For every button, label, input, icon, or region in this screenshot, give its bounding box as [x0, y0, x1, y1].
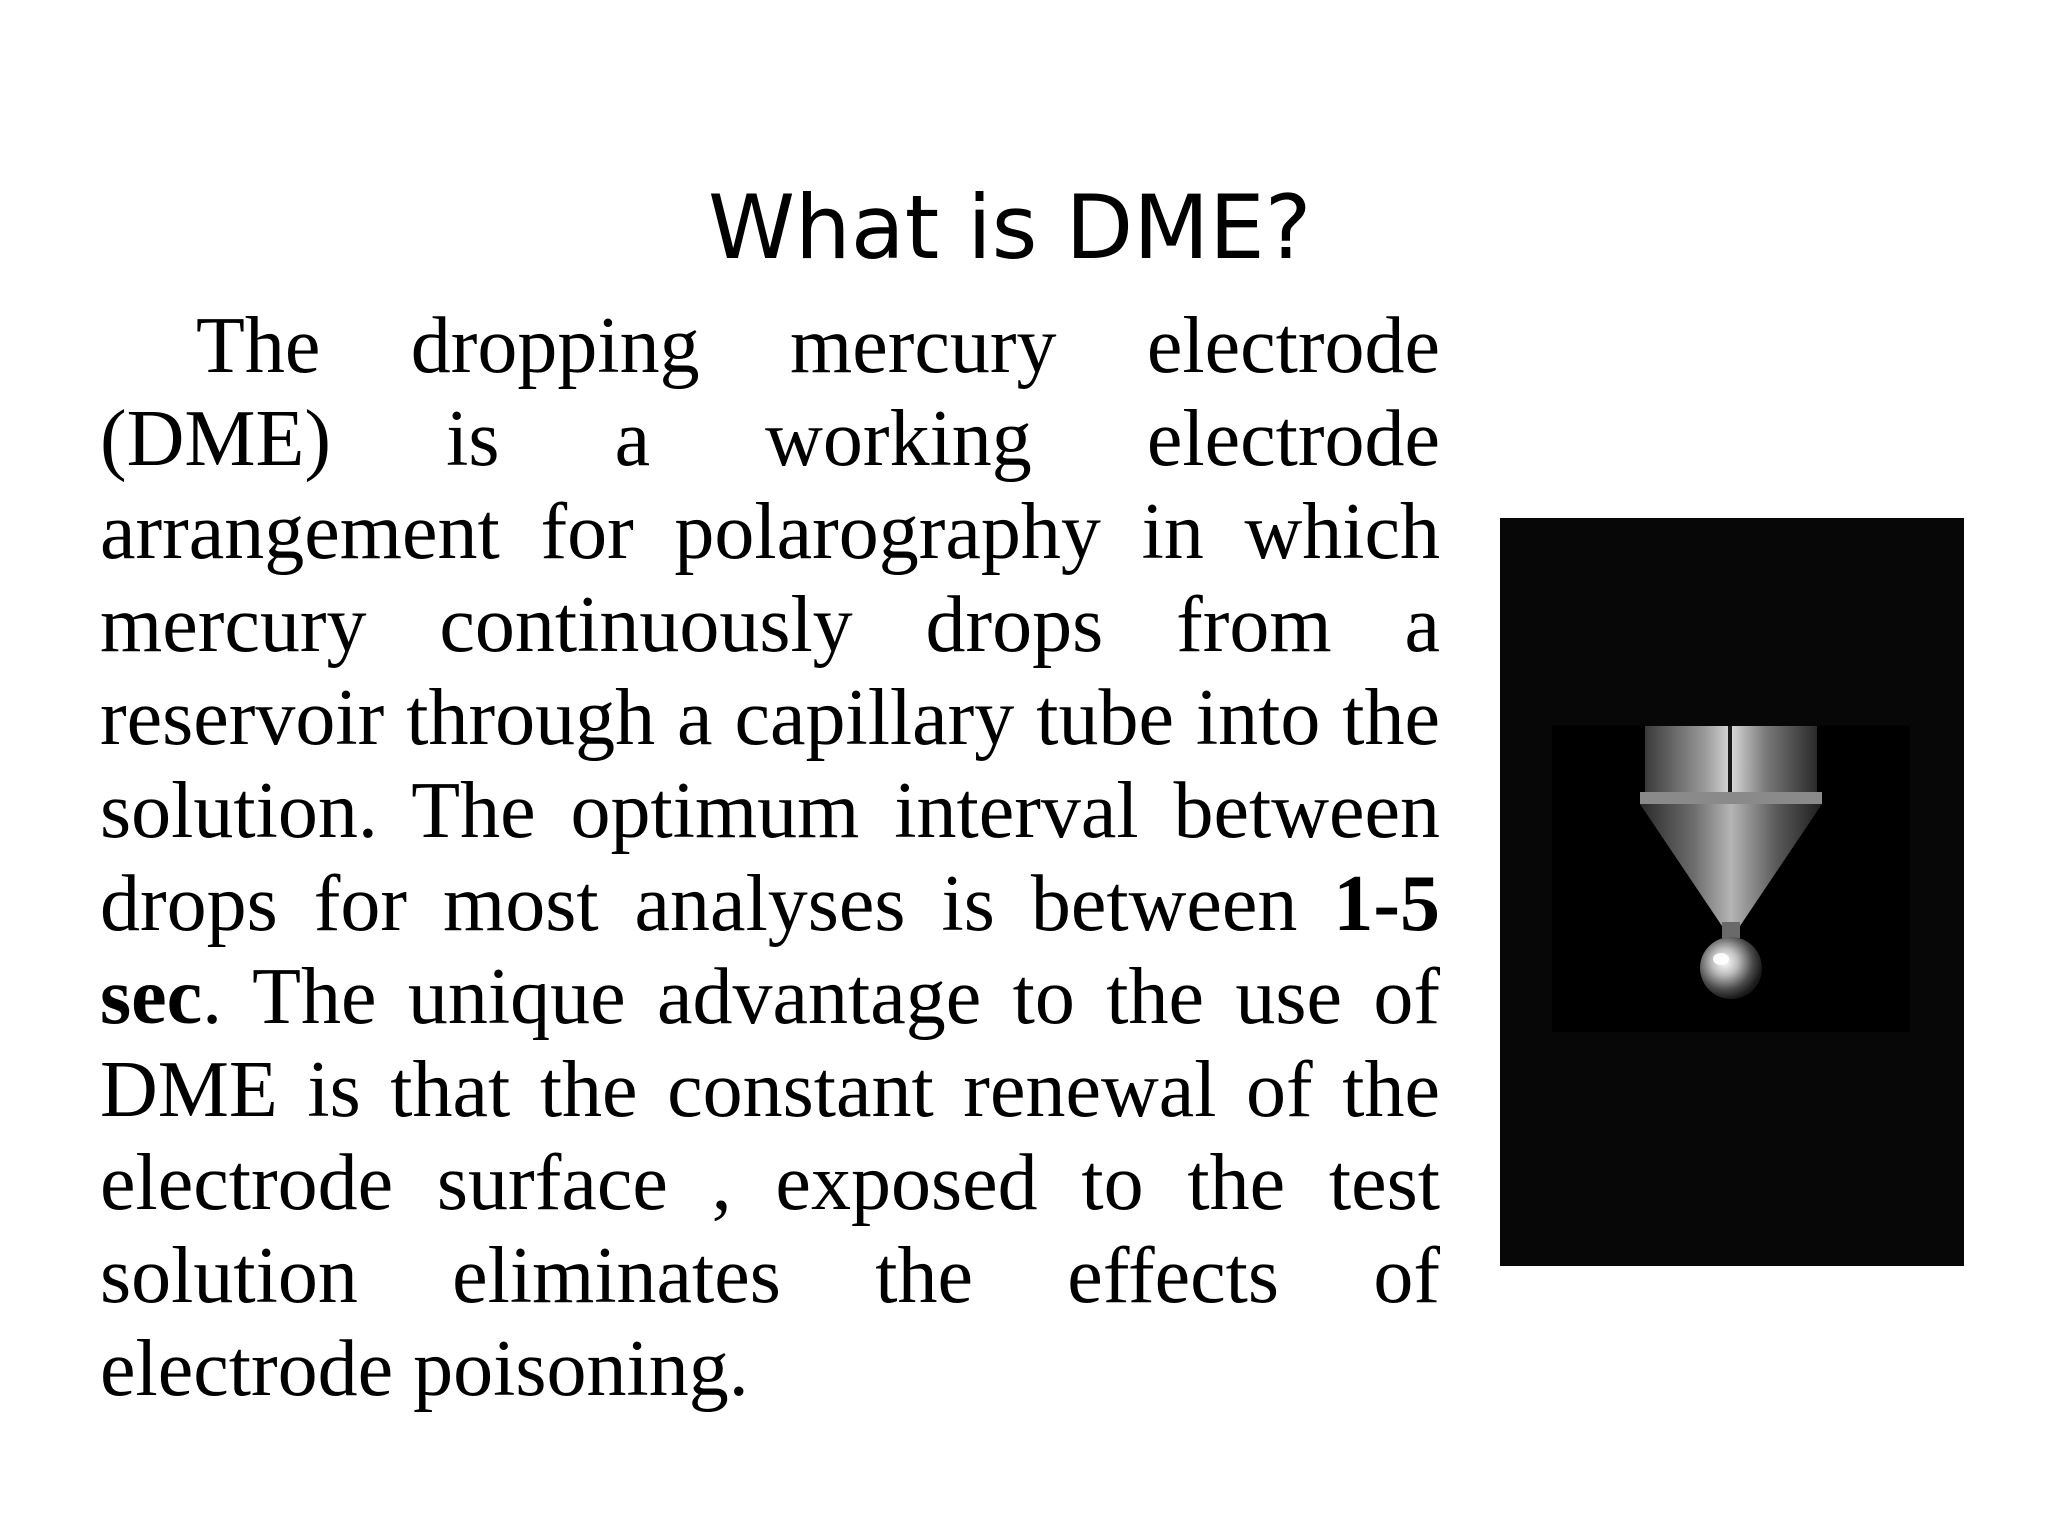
dme-photo [1500, 518, 1964, 1266]
slide-title: What is DME? [708, 176, 1312, 279]
body-text-outro: . The unique advantage to the use of DME is that the constant renewal of the electrode surface , exposed to the test solution eliminates the effects of electrode poisoning. [100, 953, 1440, 1413]
slide-body-text [100, 300, 1440, 1416]
dropping-mercury-electrode-icon [1500, 518, 1964, 1266]
body-text-emphasis: 1-5 sec [100, 860, 1440, 1041]
body-text-intro: The dropping mercury electrode (DME) is a working electrode arrangement for polarography in which mercury continuously drops from a reservoir through a capillary tube into the solution. The optimum interval between drops for most analyses is between [100, 302, 1440, 948]
